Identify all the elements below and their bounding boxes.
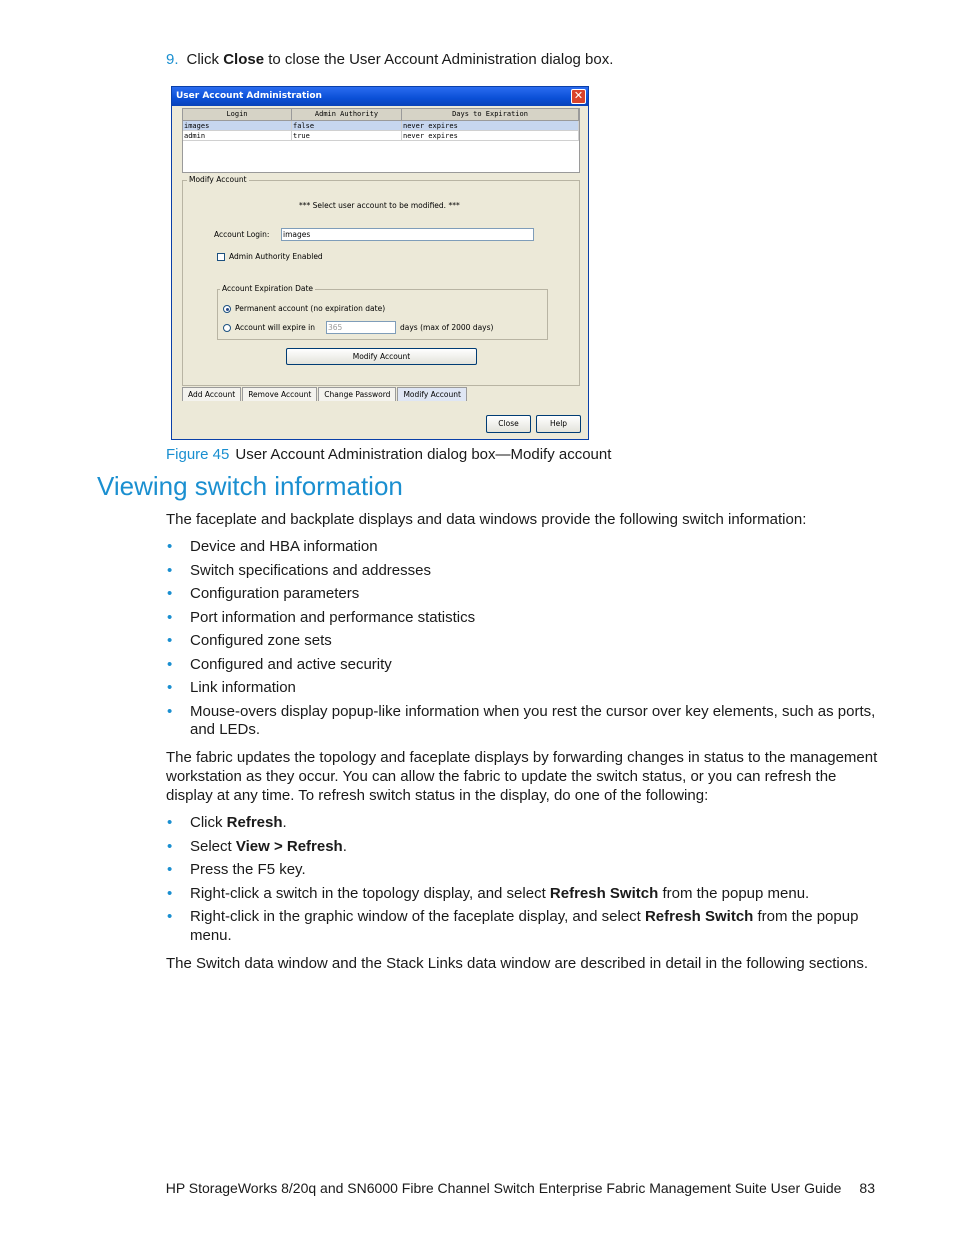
close-button[interactable]: Close xyxy=(486,415,531,433)
instruction-text: *** Select user account to be modified. *** xyxy=(299,201,460,210)
figure-label: Figure 45 xyxy=(166,446,230,463)
list-item: • Switch specifications and addresses xyxy=(166,562,878,581)
expire-days-input[interactable]: 365 xyxy=(326,321,396,334)
expiration-group xyxy=(217,284,548,340)
expire-account-label: Account will expire in xyxy=(235,323,315,332)
refresh-list xyxy=(166,814,878,945)
user-account-dialog xyxy=(171,86,589,440)
cell-days-to-expiration: never expires xyxy=(402,131,579,141)
accounts-table xyxy=(182,108,580,173)
list-item: • Right-click a switch in the topology display, and select Refresh Switch from the popup menu. xyxy=(166,885,878,904)
cell-days-to-expiration: never expires xyxy=(402,121,579,131)
list-item: • Right-click in the graphic window of the faceplate display, and select Refresh Switch from the popup menu. xyxy=(166,908,878,945)
close-icon[interactable]: ✕ xyxy=(571,89,586,104)
column-header-login[interactable]: Login xyxy=(183,109,292,120)
account-login-field[interactable]: images xyxy=(281,228,534,241)
list-item: • Mouse-overs display popup-like information when you rest the cursor over key elements, such as ports, and LEDs. xyxy=(166,703,878,740)
fabric-paragraph: The fabric updates the topology and faceplate displays by forwarding changes in status to the management workstation as they occur. You can allow the fabric to update the switch status, or you can refresh the display at any time. To refresh switch status in the display, do one of the following: xyxy=(166,749,878,804)
step-9: 9. Click Close to close the User Account Administration dialog box. xyxy=(166,51,614,68)
expire-account-radio[interactable] xyxy=(223,324,231,332)
list-item: • Configured and active security xyxy=(166,656,878,675)
intro-paragraph: The faceplate and backplate displays and data windows provide the following switch information: xyxy=(166,511,807,528)
expire-days-suffix: days (max of 2000 days) xyxy=(400,323,494,332)
tab-change-password[interactable]: Change Password xyxy=(318,387,396,401)
account-tabs xyxy=(182,387,468,401)
admin-authority-checkbox[interactable] xyxy=(217,253,225,261)
dialog-title: User Account Administration xyxy=(176,91,322,101)
modify-account-legend: Modify Account xyxy=(189,175,247,184)
section-heading: Viewing switch information xyxy=(97,471,403,501)
account-login-label: Account Login: xyxy=(214,230,270,239)
modify-account-button[interactable]: Modify Account xyxy=(286,348,477,365)
step-number: 9. xyxy=(166,51,179,68)
modify-account-panel xyxy=(182,175,580,386)
page-footer xyxy=(166,1180,875,1196)
tab-remove-account[interactable]: Remove Account xyxy=(242,387,317,401)
close-keyword: Close xyxy=(223,51,265,68)
closing-paragraph: The Switch data window and the Stack Links data window are described in detail in the following sections. xyxy=(166,955,869,972)
page-number: 83 xyxy=(859,1180,875,1196)
list-item: • Select View > Refresh. xyxy=(166,838,878,857)
tab-modify-account[interactable]: Modify Account xyxy=(397,387,467,401)
figure-caption-text: User Account Administration dialog box—Modify account xyxy=(235,446,612,463)
help-button[interactable]: Help xyxy=(536,415,581,433)
list-item: • Port information and performance statistics xyxy=(166,609,878,628)
cell-admin-authority: true xyxy=(292,131,402,141)
list-item: • Configuration parameters xyxy=(166,585,878,604)
list-item: • Link information xyxy=(166,679,878,698)
cell-login: admin xyxy=(183,131,292,141)
list-item: • Device and HBA information xyxy=(166,538,878,557)
footer-title: HP StorageWorks 8/20q and SN6000 Fibre Channel Switch Enterprise Fabric Management Suite User Guide xyxy=(165,1180,842,1196)
admin-authority-label: Admin Authority Enabled xyxy=(229,252,323,261)
permanent-account-label: Permanent account (no expiration date) xyxy=(235,304,386,313)
table-row[interactable] xyxy=(183,121,579,131)
table-header xyxy=(183,109,579,121)
permanent-account-radio[interactable] xyxy=(223,305,231,313)
column-header-admin-authority[interactable]: Admin Authority xyxy=(292,109,402,120)
column-header-days-to-expiration[interactable]: Days to Expiration xyxy=(402,109,579,120)
figure-caption xyxy=(166,446,611,463)
list-item: • Press the F5 key. xyxy=(166,861,878,880)
expiration-legend: Account Expiration Date xyxy=(222,284,314,293)
table-row[interactable] xyxy=(183,131,579,141)
list-item: • Click Refresh. xyxy=(166,814,878,833)
dialog-titlebar xyxy=(172,87,588,106)
info-list xyxy=(166,538,878,740)
tab-add-account[interactable]: Add Account xyxy=(182,387,241,401)
list-item: • Configured zone sets xyxy=(166,632,878,651)
cell-admin-authority: false xyxy=(292,121,402,131)
cell-login: images xyxy=(183,121,292,131)
